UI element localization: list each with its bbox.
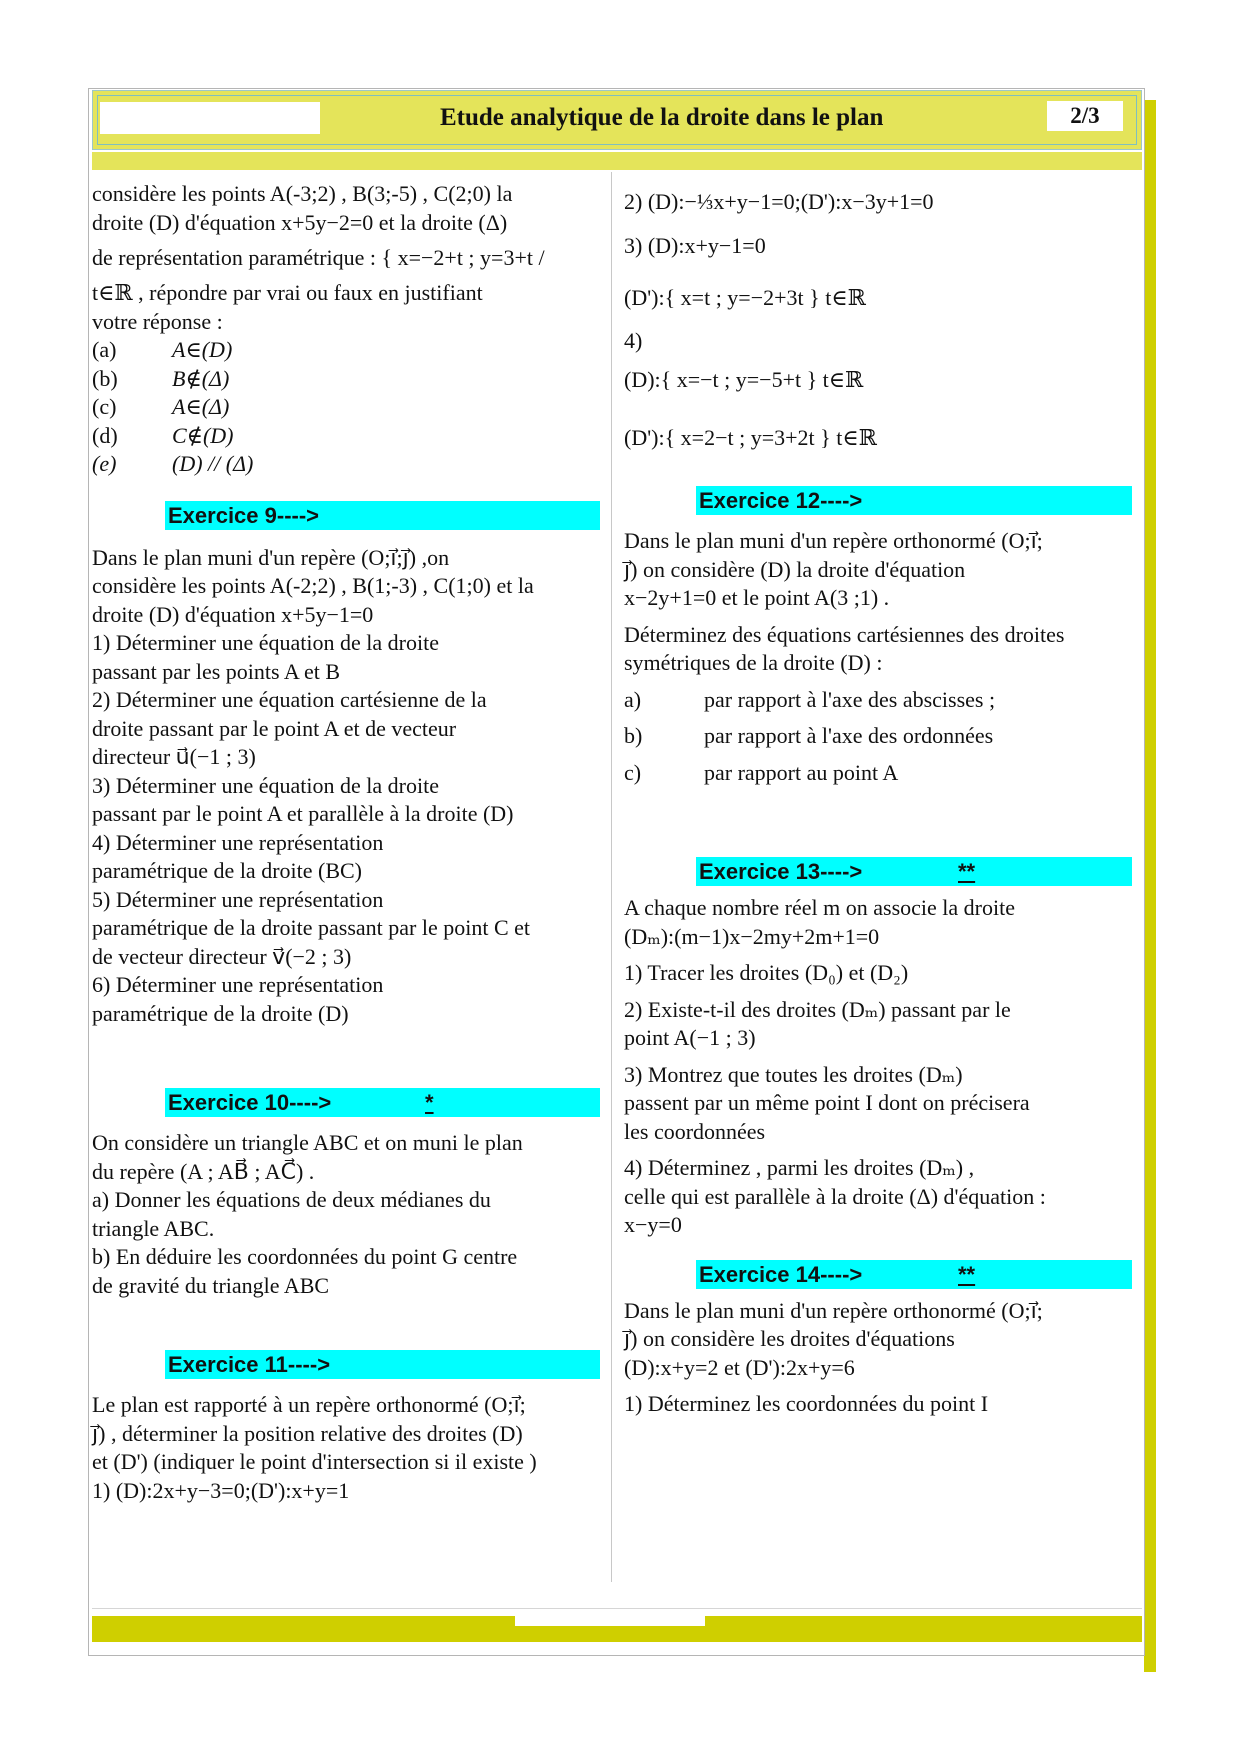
ex10-line: de gravité du triangle ABC	[92, 1272, 330, 1298]
exercise-13-heading: Exercice 13----> **	[696, 857, 1132, 886]
list-item: (a) A∈(D)	[92, 337, 233, 362]
exercise-14-heading: Exercice 14----> **	[696, 1260, 1132, 1289]
ex13-line: passent par un même point I dont on précisera	[624, 1090, 1030, 1115]
continued-line: 3) (D):x+y−1=0	[624, 233, 766, 258]
right-column	[624, 180, 1132, 1419]
ex13-line: (Dₘ):(m−1)x−2my+2m+1=0	[624, 923, 880, 949]
list-item: (c) A∈(Δ)	[92, 394, 230, 419]
continued-line: (D'):{ x=2−t ; y=3+2t } t∈ℝ	[624, 425, 877, 450]
page-shadow	[1144, 100, 1156, 1672]
ex9-line: 1) Déterminer une équation de la droite	[92, 630, 439, 655]
ex9-line: 5) Déterminer une représentation	[92, 886, 384, 912]
ex12-line: Dans le plan muni d'un repère orthonormé (O;i⃗;	[624, 528, 1043, 553]
list-item: (b) B∉(Δ)	[92, 365, 230, 391]
ex12-item: b) par rapport à l'axe des ordonnées	[624, 723, 994, 748]
ex9-line: droite passant par le point A et de vecteur	[92, 715, 457, 741]
ex13-line: A chaque nombre réel m on associe la droite	[624, 895, 1015, 920]
ex14-line: (D):x+y=2 et (D'):2x+y=6	[624, 1354, 855, 1380]
list-item: (e) (D) // (Δ)	[92, 451, 254, 476]
ex9-line: directeur u⃗(−1 ; 3)	[92, 744, 256, 769]
ex9-line: considère les points A(-2;2) , B(1;-3) , C(1;0) et la	[92, 573, 534, 598]
intro-line: de représentation paramétrique : { x=−2+t ; y=3+t /	[92, 245, 545, 270]
ex14-line: j⃗) on considère les droites d'équations	[624, 1326, 955, 1351]
ex14-line: Dans le plan muni d'un repère orthonormé (O;i⃗;	[624, 1297, 1043, 1323]
ex13-line: les coordonnées	[624, 1118, 766, 1144]
exercise-11-heading: Exercice 11---->	[165, 1350, 600, 1379]
header-underline-band	[92, 152, 1142, 170]
ex12-line: j⃗) on considère (D) la droite d'équation	[624, 556, 966, 582]
exercise-10-heading: Exercice 10----> *	[165, 1088, 600, 1117]
list-item: (d) C∉(D)	[92, 422, 234, 448]
exercise-12-heading: Exercice 12---->	[696, 486, 1132, 515]
ex9-line: paramétrique de la droite (BC)	[92, 858, 363, 883]
intro-line: droite (D) d'équation x+5y−2=0 et la droite (Δ)	[92, 209, 508, 235]
page-number: 2/3	[1047, 101, 1123, 131]
ex12-line: symétriques de la droite (D) :	[624, 650, 883, 675]
intro-line: t∈ℝ , répondre par vrai ou faux en justifiant	[92, 280, 483, 305]
footer-line	[92, 1608, 1142, 1609]
ex13-line: x−y=0	[624, 1212, 682, 1237]
left-column	[92, 180, 600, 1505]
ex11-line: 1) (D):2x+y−3=0;(D'):x+y=1	[92, 1477, 350, 1503]
ex10-line: On considère un triangle ABC et on muni le plan	[92, 1130, 523, 1155]
ex9-line: Dans le plan muni d'un repère (O;i⃗;j⃗) ,on	[92, 544, 450, 570]
ex9-line: de vecteur directeur v⃗(−2 ; 3)	[92, 943, 352, 969]
ex13-line: 3) Montrez que toutes les droites (Dₘ)	[624, 1061, 963, 1087]
column-divider	[611, 172, 612, 1582]
intro-line: votre réponse :	[92, 308, 223, 334]
ex13-line: 2) Existe-t-il des droites (Dₘ) passant par le	[624, 996, 1011, 1022]
ex9-line: 2) Déterminer une équation cartésienne de la	[92, 687, 487, 712]
ex12-item: c) par rapport au point A	[624, 759, 899, 785]
logo-placeholder	[100, 102, 320, 134]
ex11-line: j⃗) , déterminer la position relative des droites (D)	[92, 1420, 523, 1446]
ex9-line: droite (D) d'équation x+5y−1=0	[92, 601, 374, 627]
ex9-line: paramétrique de la droite (D)	[92, 1000, 349, 1026]
page-title: Etude analytique de la droite dans le plan	[440, 104, 884, 131]
ex14-line: 1) Déterminez les coordonnées du point I	[624, 1391, 989, 1416]
ex10-line: b) En déduire les coordonnées du point G centre	[92, 1244, 518, 1269]
ex10-line: a) Donner les équations de deux médianes du	[92, 1187, 491, 1212]
ex9-line: 4) Déterminer une représentation	[92, 829, 384, 855]
ex9-line: paramétrique de la droite passant par le point C et	[92, 915, 531, 940]
ex13-line: point A(−1 ; 3)	[624, 1025, 756, 1050]
ex9-line: 3) Déterminer une équation de la droite	[92, 772, 439, 798]
continued-line: 4)	[624, 328, 643, 353]
ex11-line: Le plan est rapporté à un repère orthonormé (O;i⃗;	[92, 1392, 526, 1417]
ex12-line: Déterminez des équations cartésiennes des droites	[624, 621, 1065, 647]
ex13-line: 4) Déterminez , parmi les droites (Dₘ) ,	[624, 1155, 975, 1180]
ex10-line: du repère (A ; AB⃗ ; AC⃗) .	[92, 1158, 315, 1184]
continued-line: (D'):{ x=t ; y=−2+3t } t∈ℝ	[624, 285, 866, 310]
exercise-9-heading: Exercice 9---->	[165, 501, 600, 530]
footer-gap	[515, 1616, 705, 1626]
intro-line: considère les points A(-3;2) , B(3;-5) , C(2;0) la	[92, 181, 513, 206]
ex12-item: a) par rapport à l'axe des abscisses ;	[624, 686, 996, 712]
ex13-line: celle qui est parallèle à la droite (Δ) d'équation :	[624, 1183, 1046, 1209]
ex10-line: triangle ABC.	[92, 1215, 215, 1241]
ex11-line: et (D') (indiquer le point d'intersection si il existe )	[92, 1449, 537, 1474]
ex9-line: passant par le point A et parallèle à la droite (D)	[92, 801, 514, 826]
continued-line: (D):{ x=−t ; y=−5+t } t∈ℝ	[624, 367, 864, 392]
ex12-line: x−2y+1=0 et le point A(3 ;1) .	[624, 585, 890, 610]
continued-line: 2) (D):−⅓x+y−1=0;(D'):x−3y+1=0	[624, 189, 934, 214]
ex9-line: passant par les points A et B	[92, 658, 341, 684]
ex9-line: 6) Déterminer une représentation	[92, 972, 384, 997]
ex13-line: 1) Tracer les droites (D₀) et (D₂)	[624, 960, 909, 985]
